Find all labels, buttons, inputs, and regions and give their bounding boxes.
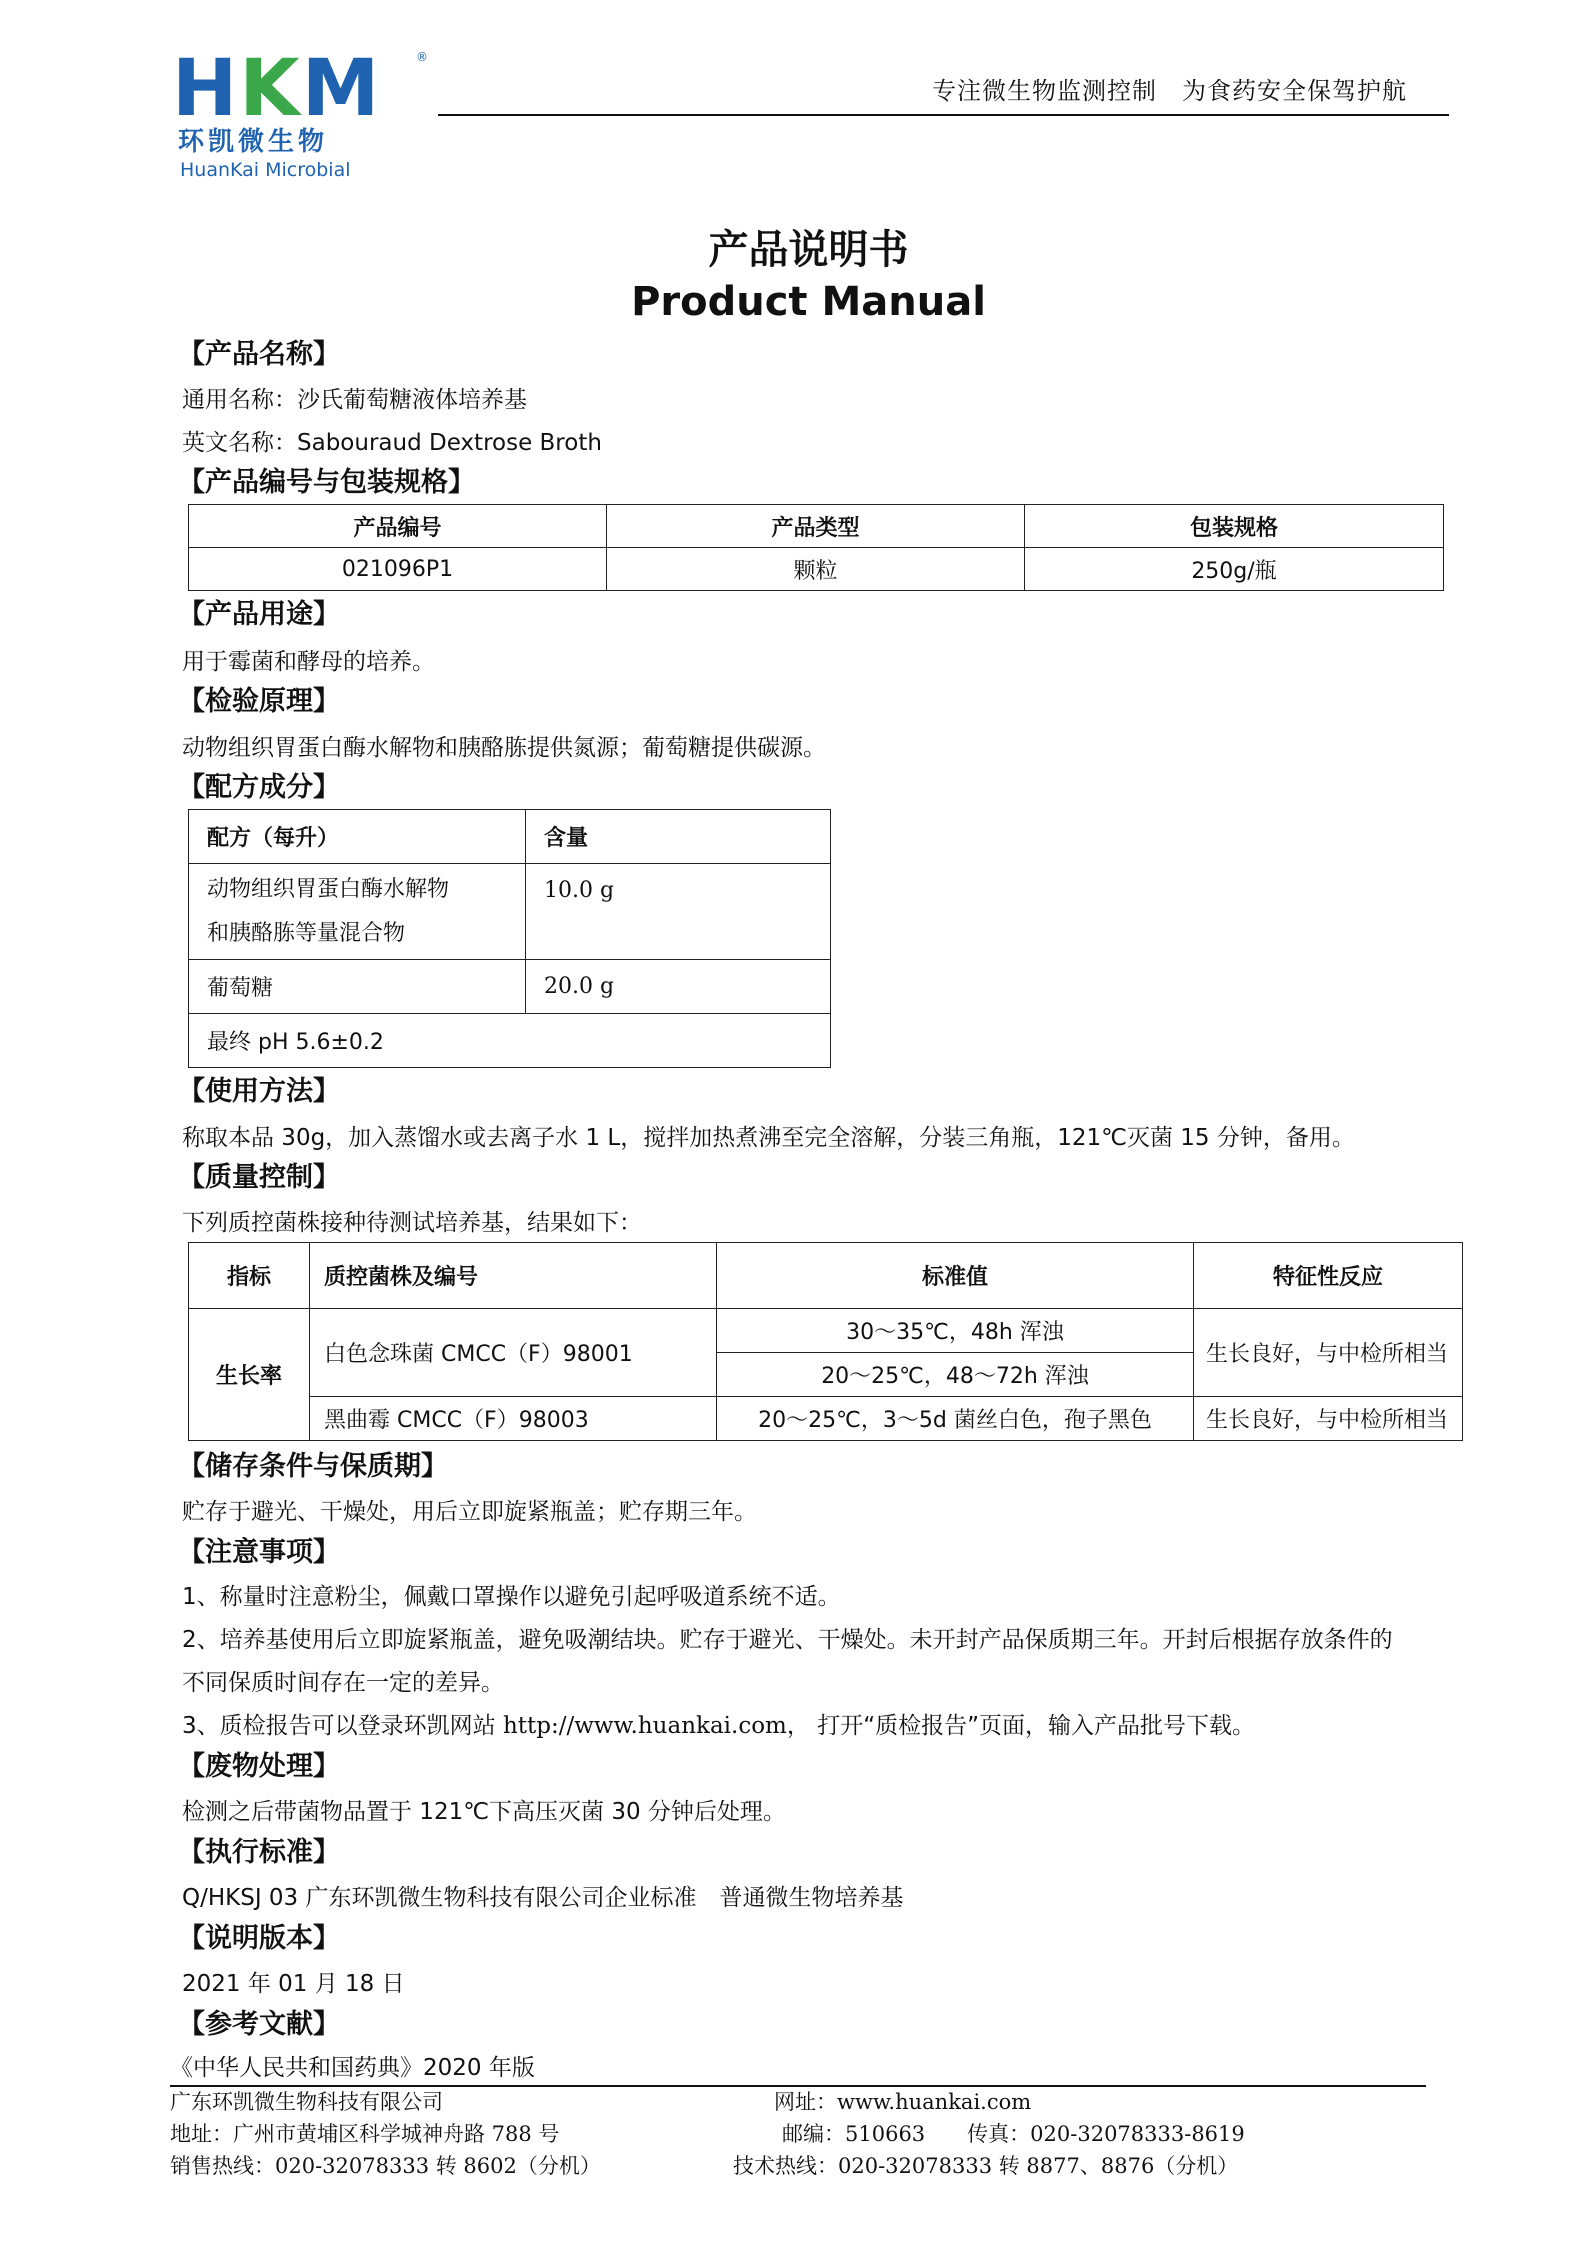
usage-text: 用于霉菌和酵母的培养。 [182, 649, 435, 675]
table-header-cell: 配方（每升） [189, 810, 526, 864]
section-heading-usage: 【产品用途】 [178, 599, 340, 630]
note-2-continued: 不同保质时间存在一定的差异。 [182, 1670, 504, 1696]
table-header-cell: 质控菌株及编号 [310, 1243, 717, 1309]
footer-company: 广东环凯微生物科技有限公司 [170, 2090, 443, 2114]
website-link[interactable]: http://www.huankai.com， [502, 1713, 810, 1739]
table-header-cell: 产品类型 [607, 505, 1025, 548]
footer-address: 地址：广州市黄埔区科学城神舟路 788 号 [170, 2122, 560, 2146]
table-header-cell: 包装规格 [1025, 505, 1444, 548]
reaction-cell: 生长良好，与中检所相当 [1194, 1309, 1463, 1397]
logo-letter-m: M [301, 44, 382, 134]
ingredient-name-line: 动物组织胃蛋白酶水解物 [207, 876, 450, 902]
table-header-cell: 指标 [189, 1243, 310, 1309]
storage-text: 贮存于避光、干燥处，用后立即旋紧瓶盖；贮存期三年。 [182, 1499, 757, 1525]
section-heading-formula: 【配方成分】 [178, 772, 340, 803]
title-english: Product Manual [631, 279, 986, 325]
logo-letter-h: H [172, 44, 240, 134]
reference-text: 《中华人民共和国药典》2020 年版 [170, 2055, 535, 2081]
logo-registered-mark: ® [416, 50, 428, 64]
qc-intro: 下列质控菌株接种待测试培养基，结果如下： [182, 1210, 642, 1236]
formula-table [188, 809, 831, 1068]
method-text: 称取本品 30g，加入蒸馏水或去离子水 1 L，搅拌加热煮沸至完全溶解，分装三角瓶，121℃灭菌 15 分钟，备用。 [182, 1125, 1355, 1151]
header-slogan: 专注微生物监测控制 为食药安全保驾护航 [932, 77, 1407, 105]
product-code-cell: 021096P1 [189, 548, 607, 591]
footer-tech-hotline: 技术热线：020-32078333 转 8877、8876（分机） [733, 2154, 1239, 2178]
section-heading-method: 【使用方法】 [178, 1076, 340, 1107]
table-header-cell: 特征性反应 [1194, 1243, 1463, 1309]
formula-amount-cell: 10.0 g [526, 864, 831, 960]
section-heading-product-name: 【产品名称】 [178, 339, 340, 370]
logo-letter-k: K [239, 44, 302, 134]
standard-cell: 20～25℃，3～5d 菌丝白色，孢子黑色 [717, 1397, 1194, 1441]
table-header-cell: 含量 [526, 810, 831, 864]
logo-letters [172, 44, 382, 134]
standard-cell: 30～35℃，48h 浑浊 [717, 1309, 1194, 1353]
header-divider [438, 114, 1449, 116]
standard-text: Q/HKSJ 03 广东环凯微生物科技有限公司企业标准 普通微生物培养基 [182, 1885, 904, 1911]
formula-ingredient-cell [189, 864, 526, 960]
note-2: 2、培养基使用后立即旋紧瓶盖，避免吸潮结块。贮存于避光、干燥处。未开封产品保质期三年。开封后根据存放条件的 [182, 1627, 1393, 1653]
waste-text: 检测之后带菌物品置于 121℃下高压灭菌 30 分钟后处理。 [182, 1799, 786, 1825]
section-heading-principle: 【检验原理】 [178, 686, 340, 717]
logo-english-name: HuanKai Microbial [180, 159, 351, 181]
footer-sales-hotline: 销售热线：020-32078333 转 8602（分机） [170, 2154, 601, 2178]
principle-text: 动物组织胃蛋白酶水解物和胰酪胨提供氮源；葡萄糖提供碳源。 [182, 735, 826, 761]
section-heading-version: 【说明版本】 [178, 1923, 340, 1954]
version-text: 2021 年 01 月 18 日 [182, 1971, 405, 1997]
table-header-cell: 产品编号 [189, 505, 607, 548]
common-name: 通用名称：沙氏葡萄糖液体培养基 [182, 387, 527, 413]
standard-cell: 20～25℃，48～72h 浑浊 [717, 1353, 1194, 1397]
product-code-table [188, 504, 1444, 591]
section-heading-waste: 【废物处理】 [178, 1751, 340, 1782]
english-name: 英文名称：Sabouraud Dextrose Broth [182, 430, 602, 456]
note-3-prefix: 3、质检报告可以登录环凯网站 [182, 1713, 496, 1739]
section-heading-product-code: 【产品编号与包装规格】 [178, 467, 475, 498]
section-heading-standard: 【执行标准】 [178, 1837, 340, 1868]
section-heading-quality-control: 【质量控制】 [178, 1162, 340, 1193]
section-heading-storage: 【储存条件与保质期】 [178, 1451, 448, 1482]
company-logo [172, 44, 442, 181]
formula-amount-cell: 20.0 g [526, 960, 831, 1014]
strain-cell: 白色念珠菌 CMCC（F）98001 [310, 1309, 717, 1397]
quality-control-table [188, 1242, 1463, 1441]
ingredient-name-line: 和胰酪胨等量混合物 [207, 920, 406, 946]
product-type-cell: 颗粒 [607, 548, 1025, 591]
footer-postcode-fax: 邮编：510663 传真：020-32078333-8619 [782, 2122, 1245, 2146]
final-ph-cell: 最终 pH 5.6±0.2 [189, 1014, 831, 1068]
table-header-cell: 标准值 [717, 1243, 1194, 1309]
reaction-cell: 生长良好，与中检所相当 [1194, 1397, 1463, 1441]
note-3 [182, 1711, 1255, 1741]
note-1: 1、称量时注意粉尘，佩戴口罩操作以避免引起呼吸道系统不适。 [182, 1584, 841, 1610]
note-3-suffix: 打开“质检报告”页面，输入产品批号下载。 [817, 1713, 1256, 1739]
section-heading-notes: 【注意事项】 [178, 1537, 340, 1568]
indicator-cell: 生长率 [189, 1309, 310, 1441]
formula-ingredient-cell: 葡萄糖 [189, 960, 526, 1014]
section-heading-reference: 【参考文献】 [178, 2009, 340, 2040]
logo-chinese-name: 环凯微生物 [178, 127, 329, 157]
strain-cell: 黑曲霉 CMCC（F）98003 [310, 1397, 717, 1441]
package-spec-cell: 250g/瓶 [1025, 548, 1444, 591]
footer-website[interactable]: 网址：www.huankai.com [774, 2090, 1032, 2114]
title-chinese: 产品说明书 [708, 227, 909, 273]
